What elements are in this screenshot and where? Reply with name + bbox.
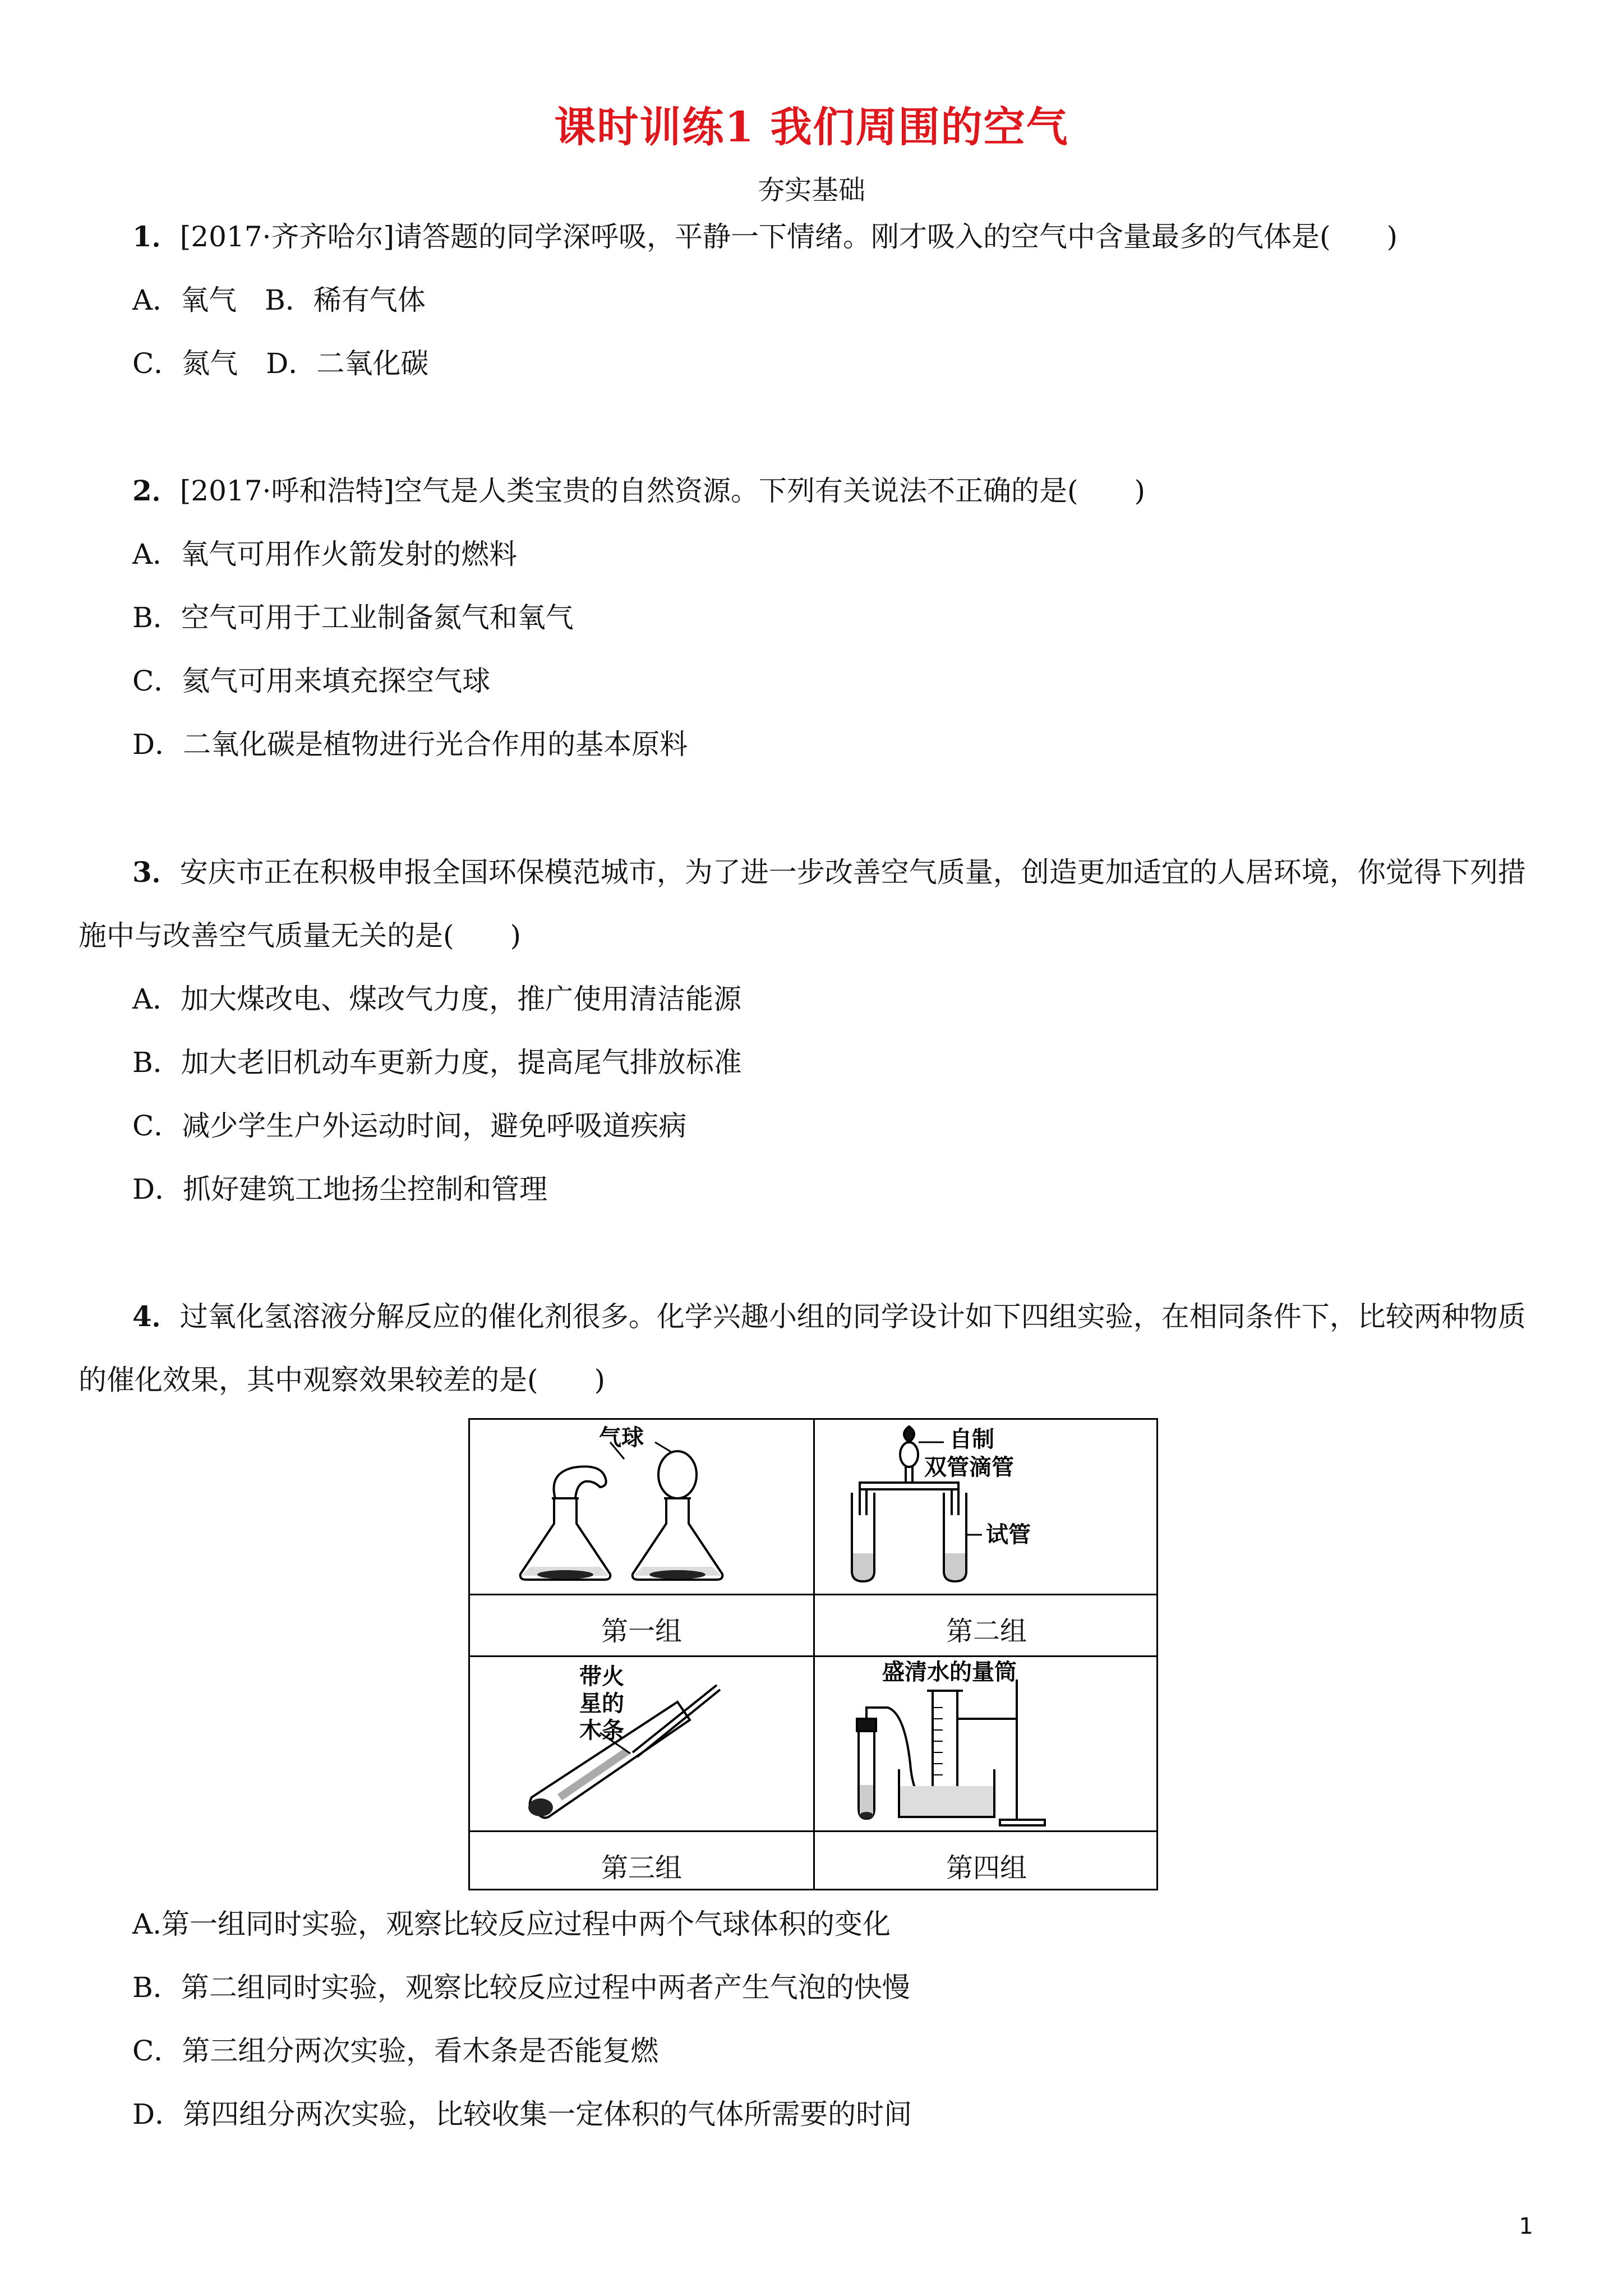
group-3-figure (470, 1657, 813, 1831)
question-number: 1． (132, 220, 180, 253)
caption-group-4: 第四组 (946, 1852, 1027, 1884)
question-text: 过氧化氢溶液分解反应的催化剂很多。化学兴趣小组的同学设计如下四组实验，在相同条件下，比较两种物质 (179, 1300, 1526, 1333)
question-text: [2017·齐齐哈尔]请答题的同学深呼吸，平静一下情绪。刚才吸入的空气中含量最多的气体是( ) (179, 220, 1398, 253)
group-4-figure (815, 1657, 1158, 1831)
question-3-stem-line-2: 施中与改善空气质量无关的是( ) (79, 919, 522, 952)
group-1-figure (470, 1420, 813, 1594)
caption-group-3: 第三组 (601, 1852, 682, 1884)
table-divider (470, 1594, 1156, 1595)
dropper-label-1: 自制 (949, 1427, 994, 1452)
question-2-option-b: B．空气可用于工业制备氮气和氧气 (132, 601, 574, 634)
question-4-option-b: B．第二组同时实验，观察比较反应过程中两者产生气泡的快慢 (132, 1971, 910, 2004)
question-4-option-d: D．第四组分两次实验，比较收集一定体积的气体所需要的时间 (132, 2098, 912, 2131)
question-3-option-d: D．抓好建筑工地扬尘控制和管理 (132, 1173, 548, 1205)
experiment-figure-table (468, 1418, 1158, 1890)
cylinder-label: 盛清水的量筒 (882, 1659, 1017, 1685)
caption-group-2: 第二组 (946, 1616, 1027, 1647)
question-1-stem (132, 220, 1398, 254)
question-number: 4． (132, 1300, 180, 1333)
question-3-option-b: B．加大老旧机动车更新力度，提高尾气排放标准 (132, 1046, 742, 1079)
question-text: [2017·呼和浩特]空气是人类宝贵的自然资源。下列有关说法不正确的是( ) (179, 475, 1145, 507)
question-2-stem (132, 474, 1145, 508)
test-tube-label: 试管 (986, 1522, 1031, 1548)
dropper-label-2: 双管滴管 (924, 1455, 1014, 1480)
question-number: 2． (132, 474, 180, 507)
section-subtitle: 夯实基础 (757, 174, 865, 206)
question-3-option-c: C．减少学生户外运动时间，避免呼吸道疾病 (132, 1110, 687, 1142)
splint-label-2: 星的 (579, 1691, 624, 1717)
page-title: 课时训练1 我们周围的空气 (554, 103, 1069, 151)
question-1-option-cd: C．氮气 D．二氧化碳 (132, 347, 429, 380)
question-1-option-ab: A．氧气 B．稀有气体 (132, 284, 426, 316)
question-3-option-a: A．加大煤改电、煤改气力度，推广使用清洁能源 (132, 983, 742, 1015)
question-2-option-d: D．二氧化碳是植物进行光合作用的基本原料 (132, 728, 688, 761)
page-number: 1 (1519, 2214, 1533, 2239)
question-number: 3． (132, 855, 180, 889)
question-text: 安庆市正在积极申报全国环保模范城市，为了进一步改善空气质量，创造更加适宜的人居环境，你觉得下列措 (179, 856, 1526, 889)
splint-label-1: 带火 (579, 1664, 624, 1690)
question-4-stem-line-2: 的催化效果，其中观察效果较差的是( ) (79, 1364, 606, 1396)
question-3-stem-line-1 (132, 855, 1526, 889)
question-4-option-a: A.第一组同时实验，观察比较反应过程中两个气球体积的变化 (132, 1908, 891, 1940)
question-2-option-a: A．氧气可用作火箭发射的燃料 (132, 538, 518, 570)
question-2-option-c: C．氦气可用来填充探空气球 (132, 665, 491, 697)
splint-label-3: 木条 (579, 1718, 624, 1743)
question-4-option-c: C．第三组分两次实验，看木条是否能复燃 (132, 2035, 659, 2067)
balloon-label: 气球 (599, 1425, 644, 1451)
group-2-figure (815, 1420, 1158, 1594)
caption-group-1: 第一组 (601, 1616, 682, 1647)
question-4-stem-line-1 (132, 1300, 1526, 1333)
